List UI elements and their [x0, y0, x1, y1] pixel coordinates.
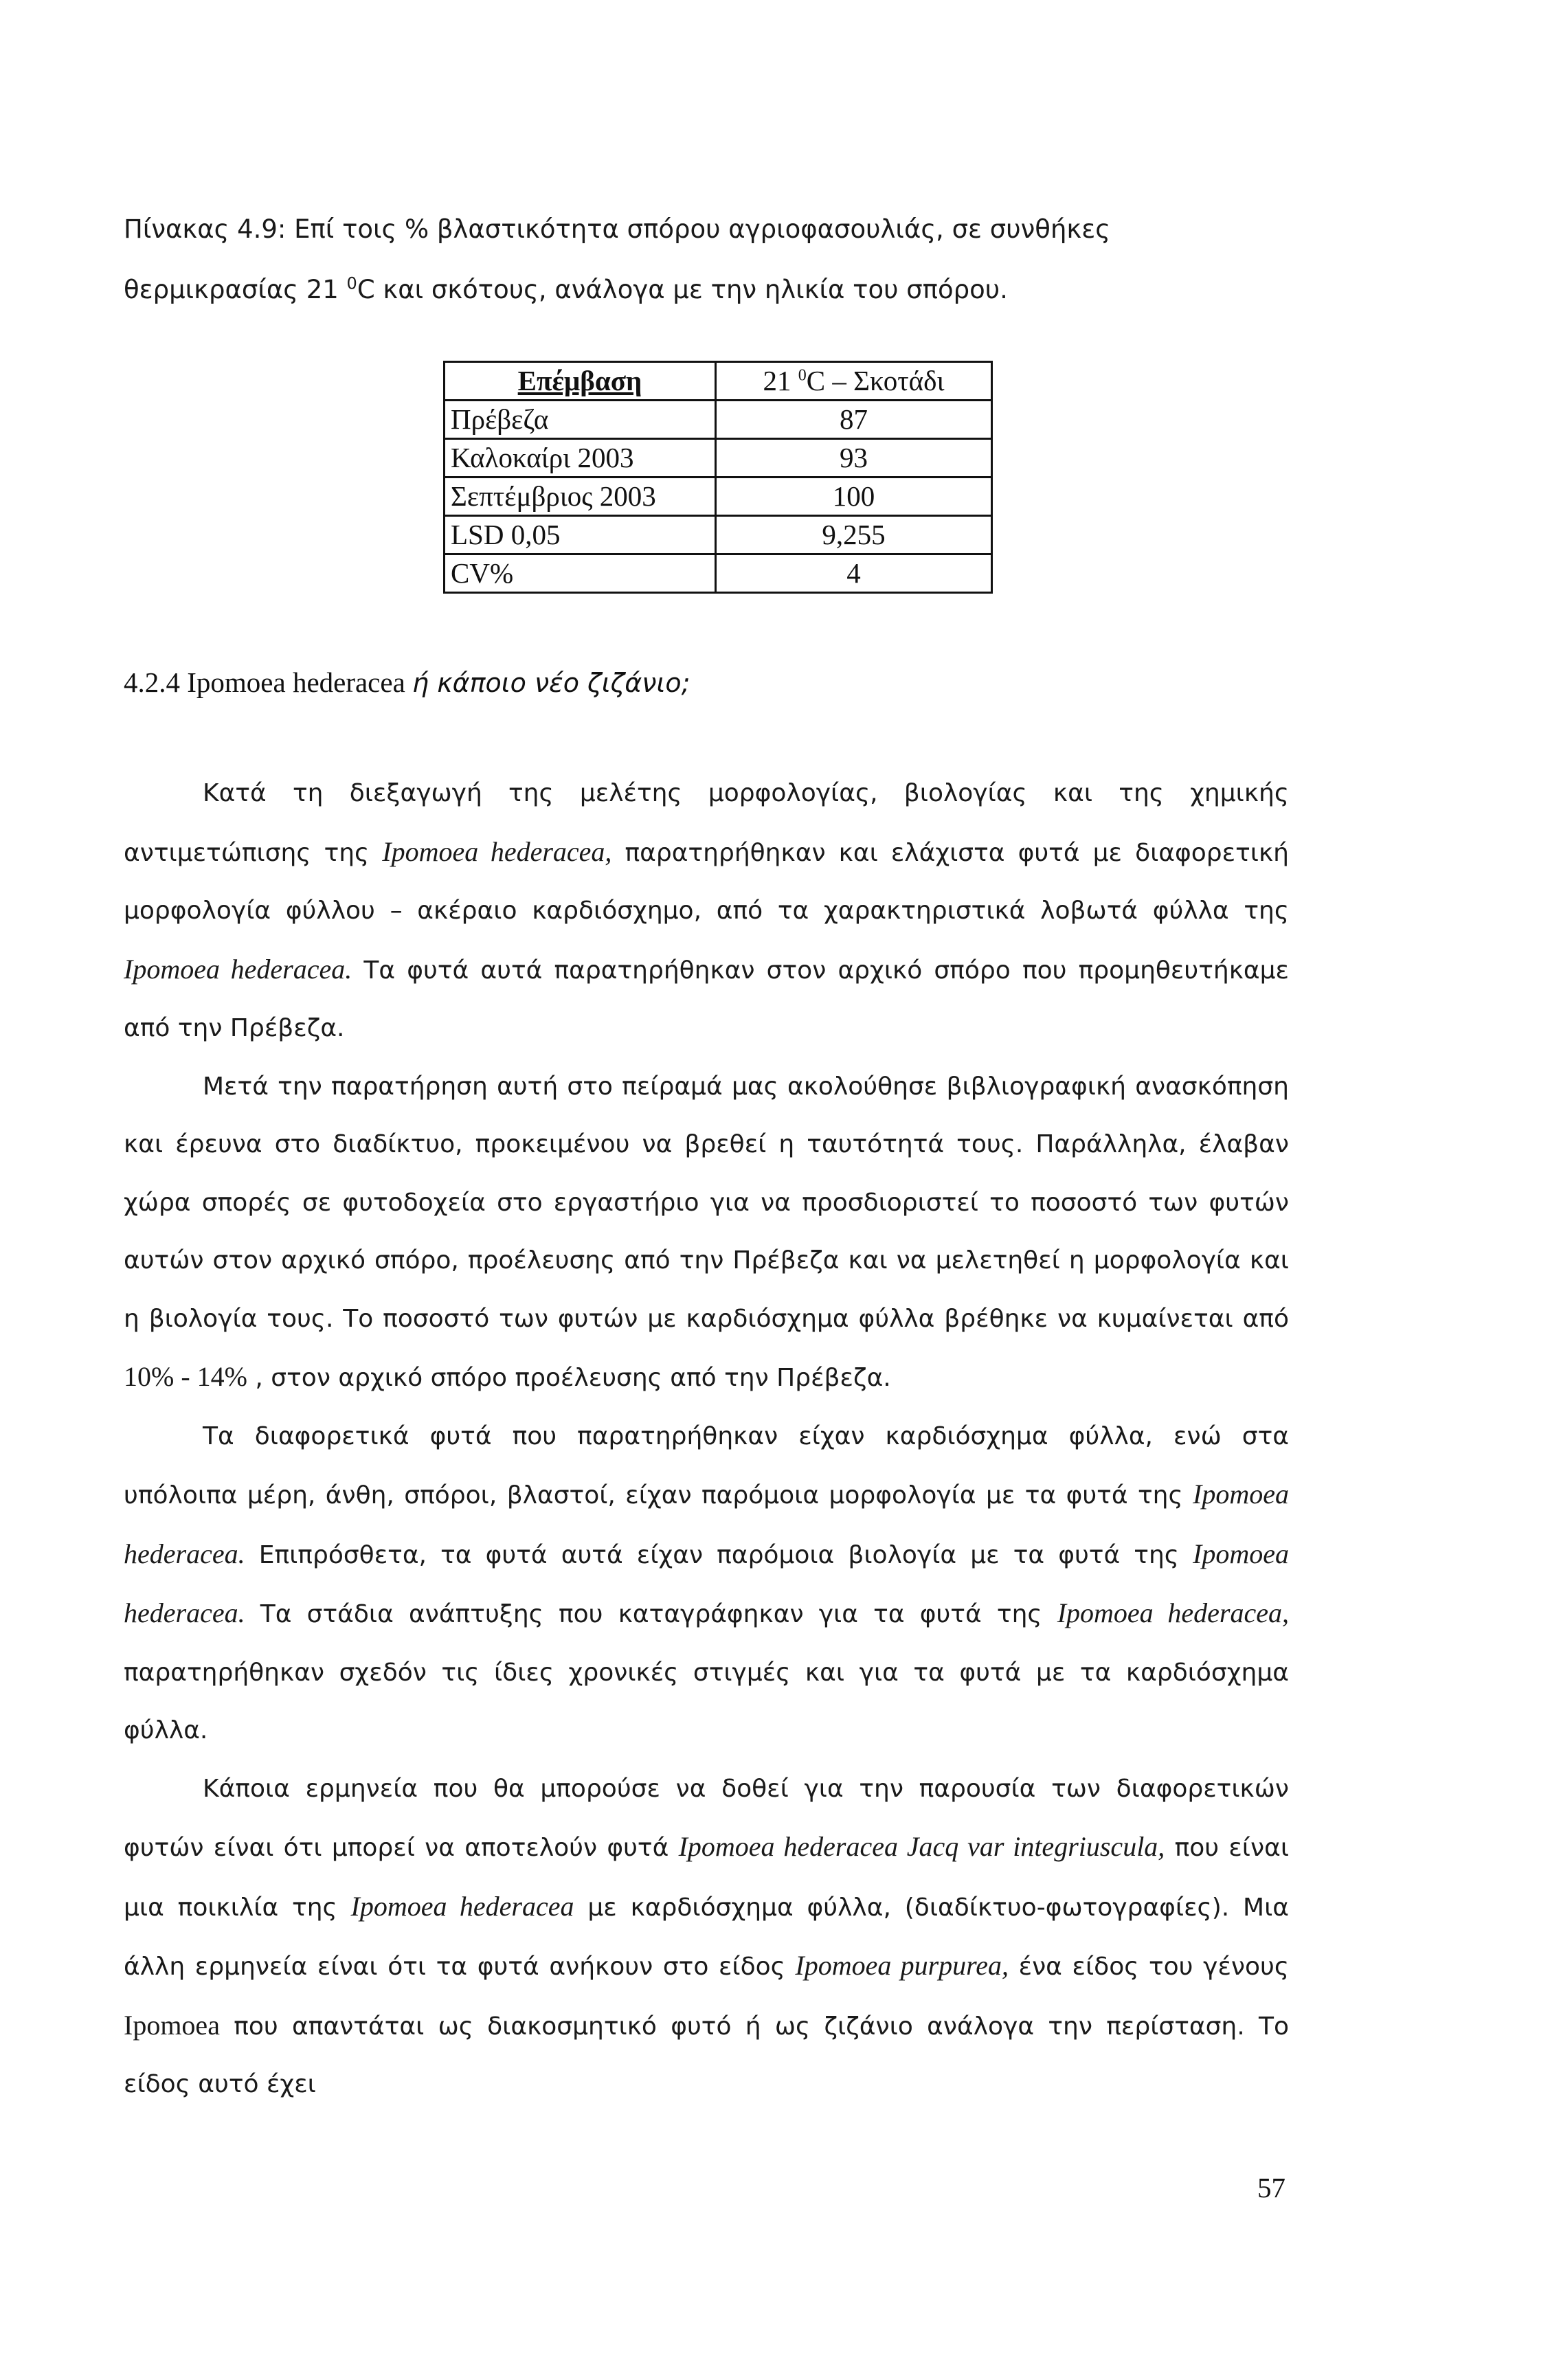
caption-line-2: θερμικρασίας 21 $^0$C και σκότους, ανάλογα με την ηλικία του σπόρου.: [124, 273, 1008, 304]
row-label: Σεπτέμβριος 2003: [445, 478, 716, 516]
paragraph-3: Τα διαφορετικά φυτά που παρατηρήθηκαν είχαν καρδιόσχημα φύλλα, ενώ στα υπόλοιπα μέρη, άνθη, σπόροι, βλαστοί, είχαν παρόμοια μορφολογία με τα φυτά της Ipomoea hederacea. Επιπρόσθετα, τα φυτά αυτά είχαν παρόμοια βιολογία με τα φυτά της Ipomoea hederacea. Τα στάδια ανάπτυξης που καταγράφηκαν για τα φυτά της Ipomoea hederacea, παρατηρήθηκαν σχεδόν τις ίδιες χρονικές στιγμές και για τα φυτά με τα καρδιόσχημα φύλλα.: [124, 1422, 1289, 1744]
section-title-rest: ή κάποιο νέο ζιζάνιο;: [412, 668, 690, 698]
row-value: 93: [716, 439, 992, 478]
table-row: [445, 516, 992, 554]
row-label: LSD 0,05: [445, 516, 716, 554]
table-row: [445, 439, 992, 478]
body-text: [124, 765, 1289, 2114]
row-label: CV%: [445, 554, 716, 593]
section-heading-line: [124, 656, 690, 709]
row-value: 9,255: [716, 516, 992, 554]
table-caption: [124, 199, 1289, 320]
germination-table: [443, 361, 993, 594]
table-header-row: [445, 362, 992, 401]
degree-superscript: 0: [346, 273, 357, 293]
paragraph-1: Κατά τη διεξαγωγή της μελέτης μορφολογίας, βιολογίας και της χημικής αντιμετώπισης της Ipomoea hederacea, παρατηρήθηκαν και ελάχιστα φυτά με διαφορετική μορφολογία φύλλου – ακέραιο καρδιόσχημο, από τα χαρακτηριστικά λοβωτά φύλλα της Ipomoea hederacea. Τα φυτά αυτά παρατηρήθηκαν στον αρχικό σπόρο που προμηθευτήκαμε από την Πρέβεζα.: [124, 779, 1289, 1042]
table-row: [445, 478, 992, 516]
row-value: 87: [716, 401, 992, 439]
page-number: 57: [1257, 2172, 1285, 2203]
section-number: 4.2.4: [124, 666, 180, 698]
table-row: [445, 554, 992, 593]
caption-line-1: Πίνακας 4.9: Επί τοις % βλαστικότητα σπόρου αγριοφασουλιάς, σε συνθήκες: [124, 214, 1110, 244]
row-label: Πρέβεζα: [445, 401, 716, 439]
row-value: 4: [716, 554, 992, 593]
table-row: [445, 401, 992, 439]
section-latin-name: Ipomoea hederacea: [187, 666, 405, 698]
header-condition: 21 $^0$C – Σκοτάδι: [716, 362, 992, 401]
paragraph-2: Μετά την παρατήρηση αυτή στο πείραμά μας ακολούθησε βιβλιογραφική ανασκόπηση και έρευνα στο διαδίκτυο, προκειμένου να βρεθεί η ταυτότητά τους. Παράλληλα, έλαβαν χώρα σπορές σε φυτοδοχεία στο εργαστήριο για να προσδιοριστεί το ποσοστό των φυτών αυτών στον αρχικό σπόρο, προέλευσης από την Πρέβεζα και να μελετηθεί η μορφολογία και η βιολογία τους. Το ποσοστό των φυτών με καρδιόσχημα φύλλα βρέθηκε να κυμαίνεται από 10% - 14% , στον αρχικό σπόρο προέλευσης από την Πρέβεζα.: [124, 1072, 1289, 1392]
row-label: Καλοκαίρι 2003: [445, 439, 716, 478]
row-value: 100: [716, 478, 992, 516]
paragraph-4: Κάποια ερμηνεία που θα μπορούσε να δοθεί για την παρουσία των διαφορετικών φυτών είναι ότι μπορεί να αποτελούν φυτά Ipomoea hederacea Jacq var integriuscula, που είναι μια ποικιλία της Ipomoea hederacea με καρδιόσχημα φύλλα, (διαδίκτυο-φωτογραφίες). Μια άλλη ερμηνεία είναι ότι τα φυτά ανήκουν στο είδος Ipomoea purpurea, ένα είδος του γένους Ipomoea που απαντάται ως διακοσμητικό φυτό ή ως ζιζάνιο ανάλογα την περίσταση. Το είδος αυτό έχει: [124, 1774, 1290, 2098]
header-treatment: Επέμβαση: [445, 362, 716, 401]
